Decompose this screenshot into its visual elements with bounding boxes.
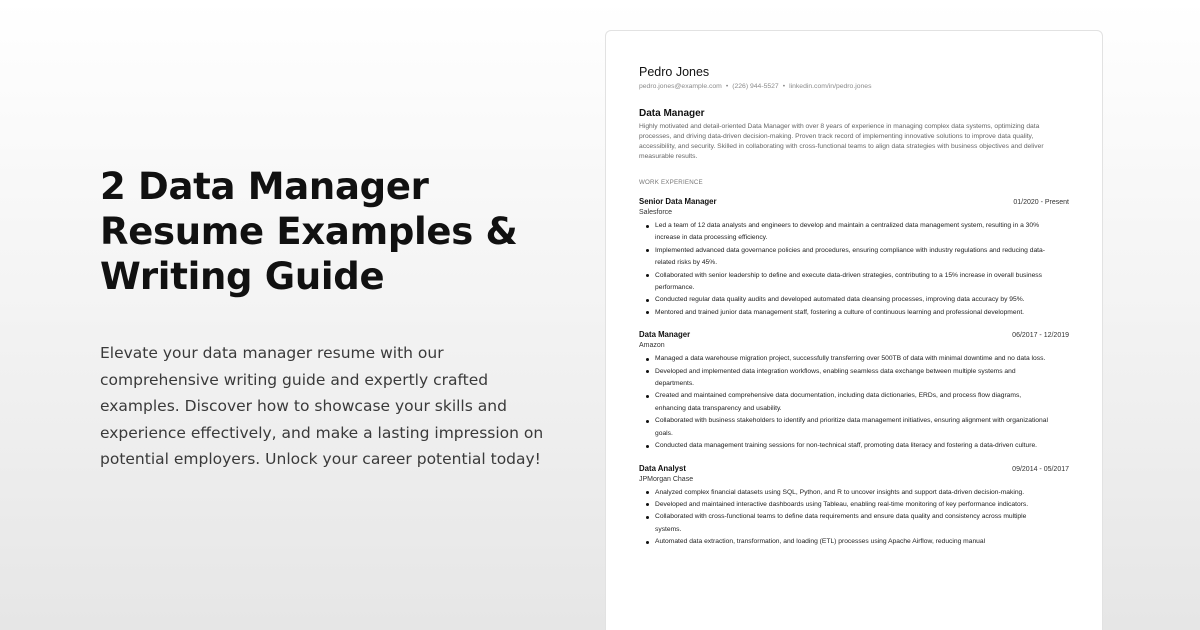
- job-title: Senior Data Manager: [639, 197, 717, 206]
- intro-paragraph: Elevate your data manager resume with our comprehensive writing guide and expertly crafted examples. Discover how to showcase your skills and experience effectively, and make a lasting impression on potential employers. Unlock your career potential today!: [100, 344, 544, 468]
- job-bullet: Mentored and trained junior data management staff, fostering a culture of continuous learning and professional development.: [639, 307, 1069, 319]
- job-bullets: [639, 353, 1069, 452]
- job-dates: 01/2020 - Present: [1013, 199, 1069, 206]
- job-company: JPMorgan Chase: [639, 475, 694, 483]
- job-dates: 09/2014 - 05/2017: [1012, 465, 1069, 473]
- contact-linkedin: linkedin.com/in/pedro.jones: [789, 83, 872, 90]
- job-bullet: Collaborated with business stakeholders to identify and prioritize data management initiatives, ensuring alignment with organizational goals.: [639, 415, 1069, 440]
- job-bullet: Created and maintained comprehensive data documentation, including data dictionaries, ERDs, and process flow diagrams, enhancing data transparency and usability.: [639, 390, 1069, 415]
- job-entry: [639, 329, 1069, 452]
- job-title: Data Manager: [639, 330, 691, 340]
- job-bullet: Collaborated with cross-functional teams to define data requirements and ensure data quality and consistency across multiple systems.: [639, 511, 1069, 536]
- job-bullet: Developed and implemented data integration workflows, enabling seamless data exchange between multiple systems and departments.: [639, 366, 1069, 391]
- job-company: Amazon: [639, 342, 665, 350]
- job-entry: [639, 196, 1069, 319]
- job-bullet: Analyzed complex financial datasets using SQL, Python, and R to uncover insights and support data-driven decision-making.: [639, 487, 1069, 499]
- resume-title: Data Manager: [639, 108, 705, 119]
- page-headline: 2 Data Manager Resume Examples & Writing Guide: [100, 165, 518, 298]
- resume-summary: Highly motivated and detail-oriented Data Manager with over 8 years of experience in managing complex data systems, optimizing data processes, and driving data-driven decision-making. Proven track record of implementing innovative solutions to improve data quality, accessibility, and security. Skilled in collaborating with cross-functional teams to align data strategies with business objectives and deliver measurable results.: [639, 123, 1044, 160]
- resume-preview: [605, 30, 1103, 630]
- resume-contact: [639, 82, 1069, 91]
- job-bullet: Implemented advanced data governance policies and procedures, ensuring compliance with industry regulations and reducing data-related risks by 45%.: [639, 245, 1069, 270]
- job-bullet: Conducted regular data quality audits and developed automated data cleansing processes, improving data accuracy by 95%.: [639, 294, 1069, 306]
- job-title: Data Analyst: [639, 463, 686, 473]
- contact-separator: •: [782, 83, 786, 90]
- job-bullet: Conducted data management training sessions for non-technical staff, promoting data literacy and fostering a data-driven culture.: [639, 440, 1069, 452]
- job-dates: 06/2017 - 12/2019: [1012, 332, 1069, 340]
- job-bullet: Led a team of 12 data analysts and engineers to develop and maintain a centralized data management system, resulting in a 30% increase in data processing efficiency.: [639, 220, 1069, 245]
- resume-name: Pedro Jones: [639, 65, 710, 79]
- job-company: Salesforce: [639, 209, 673, 216]
- job-bullet: Collaborated with senior leadership to define and execute data-driven strategies, contributing to a 15% increase in overall business performance.: [639, 270, 1069, 295]
- section-label-work-experience: WORK EXPERIENCE: [639, 179, 703, 186]
- job-bullets: [639, 487, 1069, 549]
- contact-separator: •: [725, 83, 729, 90]
- job-bullet: Automated data extraction, transformation, and loading (ETL) processes using Apache Airflow, reducing manual: [639, 536, 1069, 548]
- job-bullets: [639, 220, 1069, 319]
- contact-phone: (226) 944-5527: [732, 83, 779, 90]
- contact-email: pedro.jones@example.com: [639, 83, 722, 90]
- job-entry: [639, 463, 1069, 549]
- job-bullet: Developed and maintained interactive dashboards using Tableau, enabling real-time monitoring of key performance indicators.: [639, 499, 1069, 511]
- job-bullet: Managed a data warehouse migration project, successfully transferring over 500TB of data with minimal downtime and no data loss.: [639, 353, 1069, 365]
